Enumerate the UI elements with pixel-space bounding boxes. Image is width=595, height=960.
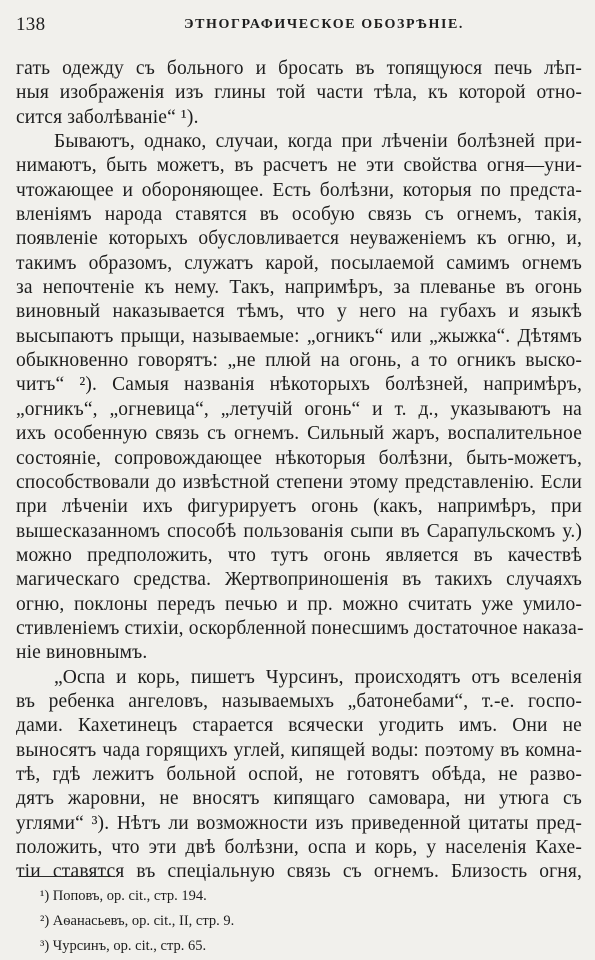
- text-line: въ ребенка ангеловъ, называемыхъ „батонебами“, т.-е. госпо-: [16, 690, 582, 712]
- text-line: магическаго средства. Жертвоприношенія въ такихъ случаяхъ: [16, 569, 582, 591]
- journal-title: ЭТНОГРАФИЧЕСКОЕ ОБОЗРѢНІЕ.: [184, 17, 465, 32]
- text-line: высыпаютъ прыщи, называемые: „огникъ“ или „жыжка“. Дѣтямъ: [16, 325, 582, 347]
- text-line: вышесказанномъ способѣ пользованія сыпи въ Сарапульскомъ у.): [16, 520, 582, 542]
- text-line: дятъ жаровни, не вносятъ кипящаго самовара, ни утюга съ: [16, 788, 582, 810]
- footnote: ³) Чурсинъ, op. cit., стр. 65.: [40, 938, 207, 954]
- body-text: [16, 57, 582, 885]
- text-line: ніе виновнымъ.: [16, 642, 148, 664]
- text-line: обыкновенно говорятъ: „не плюй на огонь, а то огникъ выско-: [16, 350, 582, 372]
- text-line: стивленіемъ стихіи, оскорбленной понесшимъ достаточное наказа-: [16, 617, 584, 639]
- footnote: ¹) Поповъ, op. cit., стр. 194.: [40, 888, 207, 904]
- text-line: за непочтеніе къ нему. Такъ, напримѣръ, за плеванье въ огонь: [16, 277, 582, 299]
- text-line: гать одежду съ больного и бросать въ топящуюся печь лѣп-: [16, 58, 582, 79]
- text-line: ихъ особенную связь съ огнемъ. Сильный жаръ, воспалительное: [16, 423, 582, 445]
- text-line: такимъ образомъ, служатъ карой, посылаемой самимъ огнемъ: [16, 252, 582, 274]
- text-line: углями“ ³). Нѣтъ ли возможности изъ приведенной цитаты пред-: [16, 812, 582, 834]
- text-line: дами. Кахетинецъ старается всячески угодить имъ. Они не: [16, 715, 582, 737]
- text-line: можно предположить, что тутъ огонь является въ качествѣ: [16, 544, 582, 566]
- text-line: состояніе, сопровождающее нѣкоторыя болѣзни, быть-можетъ,: [16, 447, 582, 469]
- text-line: виновный наказывается тѣмъ, что у него на губахъ и языкѣ: [16, 301, 582, 323]
- text-line: тіи ставятся въ спеціальную связь съ огнемъ. Близость огня,: [16, 861, 582, 883]
- text-line: выносятъ чада горящихъ углей, кипящей воды: поэтому въ комна-: [16, 739, 582, 761]
- footnote-divider: [19, 876, 115, 877]
- text-line: огню, поклоны передъ печью и пр. можно считать уже умило-: [16, 593, 582, 615]
- text-line: способствовали до извѣстной степени этому представленію. Если: [16, 471, 582, 493]
- text-line: Бываютъ, однако, случаи, когда при лѣченіи болѣзней при-: [54, 131, 582, 153]
- text-line: чтожающее и обороняющее. Есть болѣзни, которыя по предста-: [16, 179, 582, 201]
- page-number: 138: [16, 14, 46, 35]
- footnote: ²) Аѳанасьевъ, op. cit., II, стр. 9.: [40, 913, 235, 929]
- text-line: вленіямъ народа ставятся въ особую связь съ огнемъ, такія,: [16, 204, 582, 226]
- text-line: тѣ, гдѣ лежитъ больной оспой, не готовятъ обѣда, не разво-: [16, 763, 582, 785]
- text-line: при лѣченіи ихъ фигурируетъ огонь (какъ, напримѣръ, при: [16, 496, 582, 518]
- text-line: появленіе которыхъ обусловливается неуваженіемъ къ огню, и,: [16, 228, 582, 250]
- footnotes: [40, 884, 560, 959]
- text-line: ныя изображенія изъ глины той части тѣла, къ которой отно-: [16, 82, 582, 104]
- text-line: сится заболѣваніе“ ¹).: [16, 106, 199, 128]
- text-line: „огникъ“, „огневица“, „летучій огонь“ и т. д., указываютъ на: [16, 398, 582, 420]
- text-line: положить, что эти двѣ болѣзни, оспа и корь, у населенія Кахе-: [16, 837, 582, 858]
- running-head: [16, 14, 583, 38]
- text-line: читъ“ ²). Самыя названія нѣкоторыхъ болѣзней, напримѣръ,: [16, 374, 582, 396]
- text-line: нимаютъ, быть можетъ, въ расчетъ не эти свойства огня—уни-: [16, 155, 582, 177]
- text-line: „Оспа и корь, пишетъ Чурсинъ, происходятъ отъ вселенія: [54, 666, 582, 688]
